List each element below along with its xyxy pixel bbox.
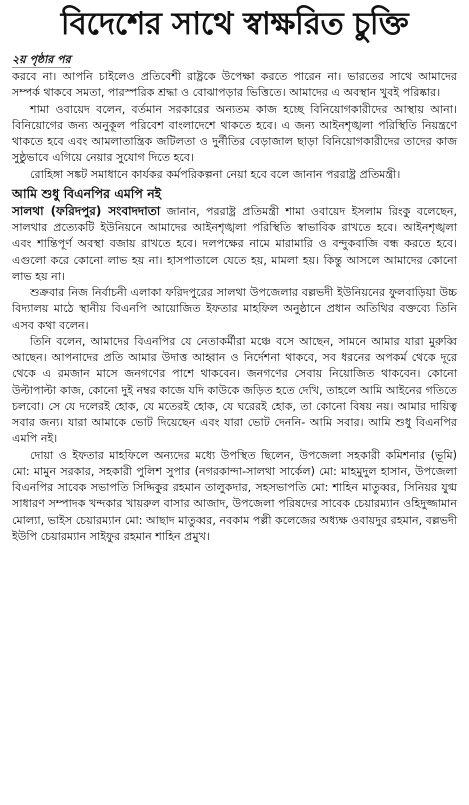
paragraph-4-text: জানান, পররাষ্ট্র প্রতিমন্ত্রী শামা ওবায়েদ ইসলাম রিংকু বলেছেন, সালথার প্রত্যেকটি ইউনিয়নে আমাদের আইনশৃঙ্খলা পরিস্থিতি স্বাভাবিক রাখতে হবে। আইনশৃঙ্খলা এবং শান্তিপূর্ণ অবস্থা বজায় রাখতে হবে। দলপক্ষের নামে মারামারি ও বন্দুকবাজি বন্ধ করতে হবে। এগুলো করে কোনো লাভ হয় না। হাসপাতালে যেতে হয়, মামলা হয়। কিন্তু আসলে আমাদের কোনো লাভ হয় না। xyxy=(12,204,458,283)
byline: সালথা (ফরিদপুর) সংবাদদাতা xyxy=(12,203,161,218)
paragraph-7: দোয়া ও ইফতার মাহফিলে অন্যদের মধ্যে উপস্থিত ছিলেন, উপজেলা সহকারী কমিশনার (ভূমি) মো: মামুন সরকার, সহকারী পুলিশ সুপার (নগরকান্দা-সালথা সার্কেল) মো: মাহমুদুল হাসান, উপজেলা বিএনপির সাবেক সভাপতি সিদ্দিকুর রহমান তালুকদার, সহসভাপতি মো: শাহিন মাতুব্বর, সিনিয়র যুগ্ম সাধারণ সম্পাদক খন্দকার খায়রুল বাসার আজাদ, উপজেলা পরিষদের সাবেক চেয়ারম্যান ওহিদুজ্জামান মোল্যা, ভাইস চেয়ারম্যান মো: আছাদ মাতুব্বর, নবকাম পল্লী কলেজের অধ্যক্ষ ওবায়দুর রহমান, বল্লভদী ইউপি চেয়ারম্যান সাইফুর রহমান শাহিন প্রমুখ। xyxy=(12,448,457,543)
paragraph-2: শামা ওবায়েদ বলেন, বর্তমান সরকারের অন্যতম কাজ হচ্ছে বিনিয়োগকারীদের আস্থায় আনা। বিনিয়োগের জন্য অনুকূল পরিবেশ বাংলাদেশে থাকতে হবে। এ জন্য আইনশৃঙ্খলা পরিস্থিতি নিয়ন্ত্রণে থাকতে হবে এবং আমলাতান্ত্রিক জটিলতা ও দুর্নীতির বেড়াজাল ছাড়া বিনিয়োগকারীদের তাদের কাজ সুষ্ঠুভাবে এগিয়ে নেয়ার সুযোগ দিতে হবে। xyxy=(12,102,457,165)
paragraph-1: করবে না। আপনি চাইলেও প্রতিবেশী রাষ্ট্রকে উপেক্ষা করতে পারেন না। ভারতের সাথে আমাদের সম্পর্ক থাকবে সমতা, পারস্পরিক শ্রদ্ধা ও বোঝাপড়ার ভিত্তিতে। আমাদের এ অবস্থান খুবই পরিষ্কার। xyxy=(12,70,457,100)
headline: বিদেশের সাথে স্বাক্ষরিত চুক্তি xyxy=(60,6,409,42)
paragraph-5: শুক্রবার নিজ নির্বাচনী এলাকা ফরিদপুরের সালথা উপজেলার বল্লভদী ইউনিয়নের ফুলবাড়িয়া উচ্চ বিদ্যালয় মাঠে স্থানীয় বিএনপি আয়োজিত ইফতার মাহফিল অনুষ্ঠানে প্রধান অতিথির বক্তব্যে তিনি এসব কথা বলেন। xyxy=(12,286,457,332)
paragraph-6: তিনি বলেন, আমাদের বিএনপির যে নেতাকর্মীরা মঞ্চে বসে আছেন, সামনে আমার যারা মুরুব্বি আছেন। আপনাদের প্রতি আমার উদাত্ত আহ্বান ও নির্দেশনা থাকবে, সব ধরনের অপকর্ম থেকে দূরে থেকে এ রমজান মাসে জনগণের পাশে থাকবেন। জনগণের সেবায় নিয়োজিত থাকবেন। কোনো উল্টাপাল্টা কাজ, কোনো দুই নম্বর কাজে যদি কাউকে জড়িত হতে দেখি, তাহলে আমি আইনের গতিতে চলবো। সে যে দলেরই হোক, যে মতেরই হোক, যে ঘরেরই হোক, তা কোনো বিষয় নয়। আমার দায়িত্ব সবার জন্য। যারা আমাকে ভোট দিয়েছেন এবং যারা ভোট দেননি- আমি সবার। আমি শুধু বিএনপির এমপি নই। xyxy=(12,334,457,446)
paragraph-3: রোহিঙ্গা সঙ্কট সমাধানে কার্যকর কর্মপরিকল্পনা নেয়া হবে বলে জানান পররাষ্ট্র প্রতিমন্ত্রী। xyxy=(30,167,401,181)
subhead: আমি শুধু বিএনপির এমপি নই xyxy=(12,185,162,201)
paragraph-byline xyxy=(12,203,457,285)
continued-from-label: ২য় পৃষ্ঠার পর xyxy=(12,53,71,66)
